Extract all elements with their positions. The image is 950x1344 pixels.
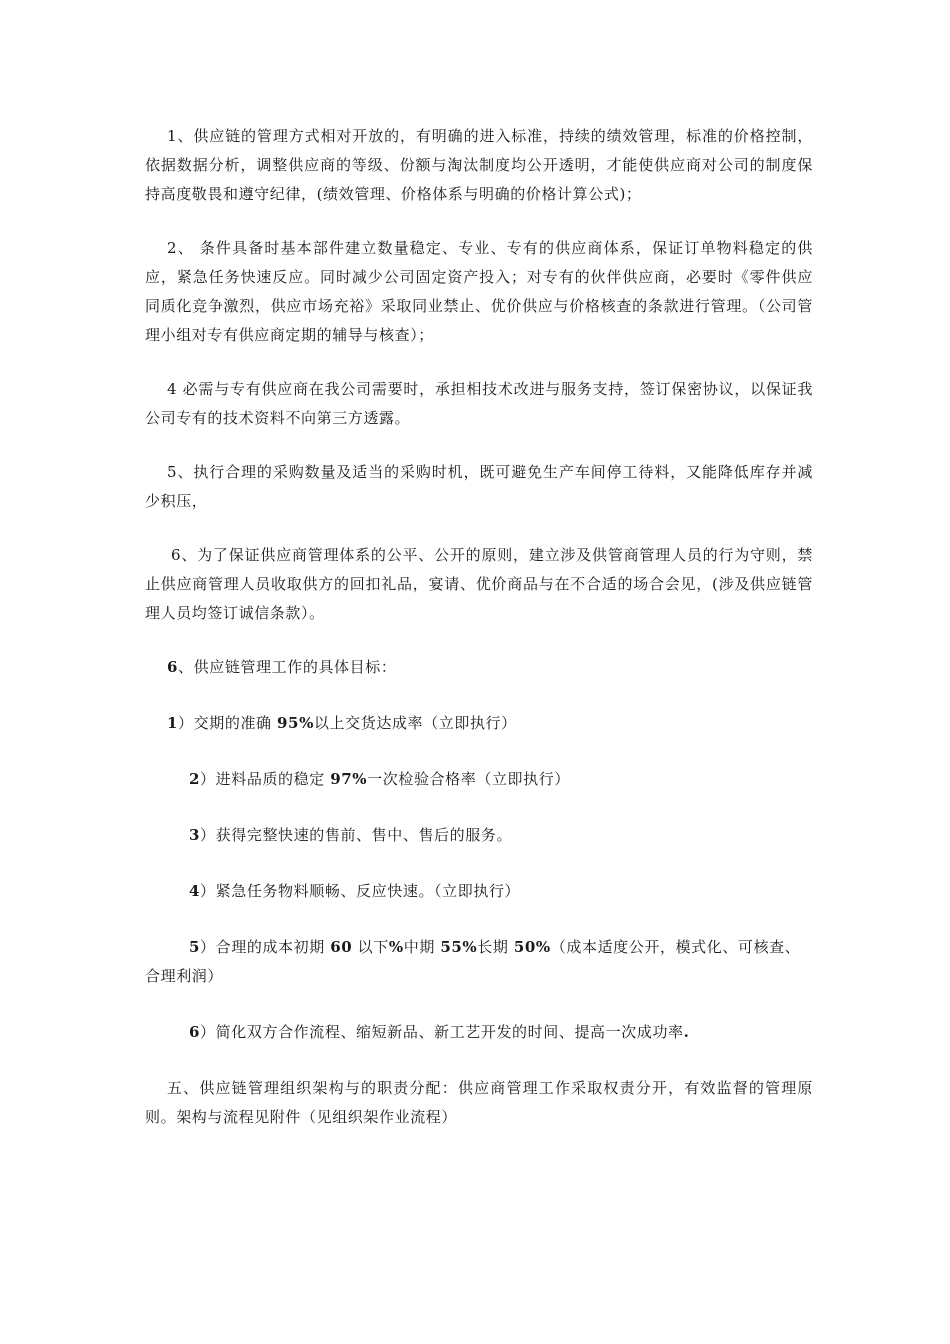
goals-heading <box>145 653 813 682</box>
document-page <box>145 122 813 1132</box>
goal-item-4 <box>145 877 813 906</box>
goal-text: 长期 <box>477 938 514 956</box>
goal-number: 3 <box>189 826 201 844</box>
paragraph-5: 5、执行合理的采购数量及适当的采购时机，既可避免生产车间停工待料，又能降低库存并减少积压， <box>145 463 813 510</box>
goal-value: % <box>388 938 404 956</box>
goal-number: 4 <box>189 882 201 900</box>
goal-text: ）获得完整快速的售前、售中、售后的服务。 <box>200 826 513 844</box>
goal-number: 2 <box>189 770 201 788</box>
goal-text: ）简化双方合作流程、缩短新品、新工艺开发的时间、提高一次成功率 <box>200 1023 684 1041</box>
goal-text: 一次检验合格率（立即执行） <box>367 770 570 788</box>
goal-value: 55% <box>440 938 478 956</box>
goal-text: ）紧急任务物料顺畅、反应快速。（立即执行） <box>200 882 521 900</box>
paragraph-4: 4 必需与专有供应商在我公司需要时，承担相技术改进与服务支持，签订保密协议，以保证我公司专有的技术资料不向第三方透露。 <box>145 380 813 427</box>
goal-text: ）交期的准确 <box>178 714 278 732</box>
paragraph-2: 2、 条件具备时基本部件建立数量稳定、专业、专有的供应商体系，保证订单物料稳定的供应，紧急任务快速反应。同时减少公司固定资产投入；对专有的伙伴供应商，必要时《零件供应同质化竞争激烈，供应市场充裕》采取同业禁止、优价供应与价格核查的条款进行管理。（公司管理小组对专有供应商定期的辅导与核查）； <box>145 239 813 344</box>
goal-value: 97% <box>330 770 368 788</box>
paragraph-6: 6、为了保证供应商管理体系的公平、公开的原则，建立涉及供管商管理人员的行为守则，禁止供应商管理人员收取供方的回扣礼品，宴请、优价商品与在不合适的场合会见，(涉及供应链管理人员均签订诚信条款）。 <box>145 546 813 622</box>
section-5-paragraph: 五、供应链管理组织架构与的职责分配：供应商管理工作采取权责分开，有效监督的管理原则。架构与流程见附件（见组织架作业流程） <box>145 1079 813 1126</box>
goal-text: （成本适度公开，模式化、可核查、合理利润） <box>145 938 801 985</box>
goal-item-6 <box>145 1018 813 1047</box>
goal-item-3 <box>145 821 813 850</box>
goal-value: . <box>683 1023 690 1041</box>
goal-text: ）进料品质的稳定 <box>200 770 331 788</box>
goal-value: 95% <box>277 714 314 732</box>
goals-heading-number: 6 <box>167 658 179 676</box>
goals-heading-text: 、供应链管理工作的具体目标： <box>178 658 397 676</box>
goal-number: 1 <box>167 714 179 732</box>
goal-text: 以上交货达成率（立即执行） <box>313 714 517 732</box>
goal-item-2 <box>145 765 813 794</box>
goal-item-5 <box>145 933 813 991</box>
paragraph-1: 1、供应链的管理方式相对开放的，有明确的进入标准，持续的绩效管理，标准的价格控制，依据数据分析，调整供应商的等级、份额与淘汰制度均公开透明，才能使供应商对公司的制度保持高度敬畏和遵守纪律，(绩效管理、价格体系与明确的价格计算公式)； <box>145 127 813 203</box>
goal-value: 60 <box>330 938 353 956</box>
goal-text: 中期 <box>403 938 441 956</box>
goal-text: ）合理的成本初期 <box>200 938 331 956</box>
goal-text: 以下 <box>352 938 389 956</box>
goal-number: 6 <box>189 1023 201 1041</box>
goal-item-1 <box>145 709 813 738</box>
goal-number: 5 <box>189 938 201 956</box>
goal-value: 50% <box>513 938 551 956</box>
